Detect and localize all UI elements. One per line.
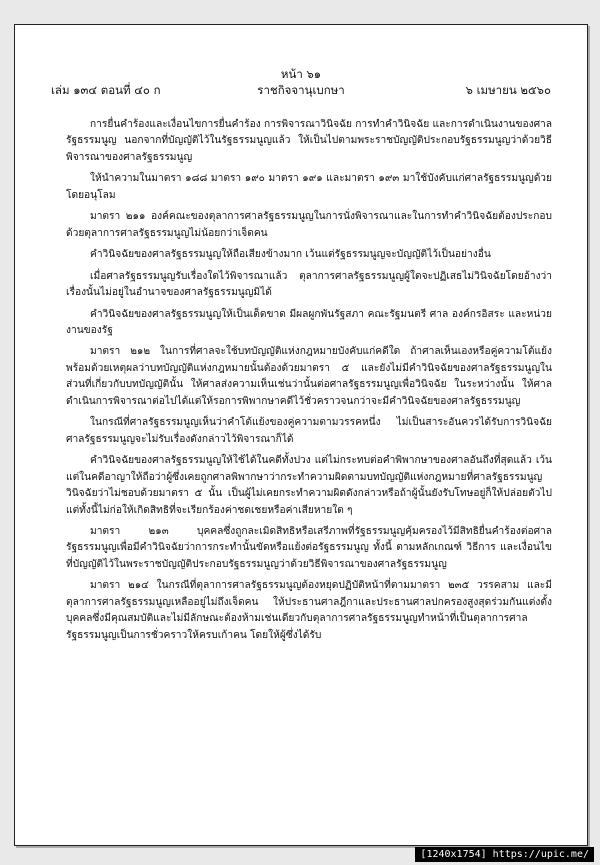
image-size-watermark: [1240x1754] https://upic.me/ bbox=[415, 847, 594, 862]
paragraph: คำวินิจฉัยของศาลรัฐธรรมนูญให้ใช้ได้ในคดีทั้งปวง แต่ไม่กระทบต่อคำพิพากษาของศาลอันถึงที่สุดแล้ว เว้นแต่ในคดีอาญาให้ถือว่าผู้ซึ่งเคยถูกศาลพิพากษาว่ากระทำความผิดตามบทบัญญัติแห่งกฎหมายที่ศาลรัฐธรรมนูญวินิจฉัยว่าไม่ชอบด้วยมาตรา ๕ นั้น เป็นผู้ไม่เคยกระทำความผิดดังกล่าวหรือถ้าผู้นั้นยังรับโทษอยู่ก็ให้ปล่อยตัวไป แต่ทั้งนี้ไม่ก่อให้เกิดสิทธิที่จะเรียกร้องค่าชดเชยหรือค่าเสียหายใด ๆ bbox=[66, 455, 552, 516]
paragraph: มาตรา ๒๑๒ ในการที่ศาลจะใช้บทบัญญัติแห่งกฎหมายบังคับแก่คดีใด ถ้าศาลเห็นเองหรือคู่ความโต้แย้งพร้อมด้วยเหตุผลว่าบทบัญญัติแห่งกฎหมายนั้นต้องด้วยมาตรา ๕ และยังไม่มีคำวินิจฉัยของศาลรัฐธรรมนูญในส่วนที่เกี่ยวกับบทบัญญัตินั้น ให้ศาลส่งความเห็นเช่นว่านั้นต่อศาลรัฐธรรมนูญเพื่อวินิจฉัย ในระหว่างนั้น ให้ศาลดำเนินการพิจารณาต่อไปได้แต่ให้รอการพิพากษาคดีไว้ชั่วคราวจนกว่าจะมีคำวินิจฉัยของศาลรัฐธรรมนูญ bbox=[66, 346, 552, 407]
paragraph: มาตรา ๒๑๑ องค์คณะของตุลาการศาลรัฐธรรมนูญในการนั่งพิจารณาและในการทำคำวินิจฉัยต้องประกอบด้วยตุลาการศาลรัฐธรรมนูญไม่น้อยกว่าเจ็ดคน bbox=[66, 211, 552, 239]
paragraph: มาตรา ๒๑๓ บุคคลซึ่งถูกละเมิดสิทธิหรือเสรีภาพที่รัฐธรรมนูญคุ้มครองไว้มีสิทธิยื่นคำร้องต่อศาลรัฐธรรมนูญเพื่อมีคำวินิจฉัยว่าการกระทำนั้นขัดหรือแย้งต่อรัฐธรรมนูญ ทั้งนี้ ตามหลักเกณฑ์ วิธีการ และเงื่อนไขที่บัญญัติไว้ในพระราชบัญญัติประกอบรัฐธรรมนูญว่าด้วยวิธีพิจารณาของศาลรัฐธรรมนูญ bbox=[66, 525, 552, 570]
gazette-title: ราชกิจจานุเบกษา bbox=[257, 83, 345, 97]
paragraph: คำวินิจฉัยของศาลรัฐธรรมนูญให้เป็นเด็ดขาด มีผลผูกพันรัฐสภา คณะรัฐมนตรี ศาล องค์กรอิสระ และหน่วยงานของรัฐ bbox=[66, 308, 552, 336]
paragraph: มาตรา ๒๑๔ ในกรณีที่ตุลาการศาลรัฐธรรมนูญต้องหยุดปฏิบัติหน้าที่ตามมาตรา ๒๓๕ วรรคสาม และมีตุลาการศาลรัฐธรรมนูญเหลืออยู่ไม่ถึงเจ็ดคน ให้ประธานศาลฎีกาและประธานศาลปกครองสูงสุดร่วมกันแต่งตั้งบุคคลซึ่งมีคุณสมบัติและไม่มีลักษณะต้องห้ามเช่นเดียวกับตุลาการศาลรัฐธรรมนูญทำหน้าที่เป็นตุลาการศาลรัฐธรรมนูญเป็นการชั่วคราวให้ครบเก้าคน โดยให้ผู้ซึ่งได้รับ bbox=[66, 580, 552, 641]
body-text bbox=[66, 117, 552, 649]
paragraph: ในกรณีที่ศาลรัฐธรรมนูญเห็นว่าคำโต้แย้งของคู่ความตามวรรคหนึ่ง ไม่เป็นสาระอันควรได้รับการวินิจฉัย ศาลรัฐธรรมนูญจะไม่รับเรื่องดังกล่าวไว้พิจารณาก็ได้ bbox=[66, 417, 552, 445]
paragraph: การยื่นคำร้องและเงื่อนไขการยื่นคำร้อง การพิจารณาวินิจฉัย การทำคำวินิจฉัย และการดำเนินงานของศาลรัฐธรรมนูญ นอกจากที่บัญญัติไว้ในรัฐธรรมนูญแล้ว ให้เป็นไปตามพระราชบัญญัติประกอบรัฐธรรมนูญว่าด้วยวิธีพิจารณาของศาลรัฐธรรมนูญ bbox=[66, 119, 552, 163]
paragraph: ให้นำความในมาตรา ๑๘๘ มาตรา ๑๙๐ มาตรา ๑๙๑ และมาตรา ๑๙๓ มาใช้บังคับแก่ศาลรัฐธรรมนูญด้วยโดยอนุโลม bbox=[66, 173, 552, 201]
volume-issue: เล่ม ๑๓๔ ตอนที่ ๔๐ ก bbox=[51, 83, 161, 97]
paragraph: คำวินิจฉัยของศาลรัฐธรรมนูญให้ถือเสียงข้างมาก เว้นแต่รัฐธรรมนูญจะบัญญัติไว้เป็นอย่างอื่น bbox=[90, 249, 491, 261]
paragraph: เมื่อศาลรัฐธรรมนูญรับเรื่องใดไว้พิจารณาแล้ว ตุลาการศาลรัฐธรรมนูญผู้ใดจะปฏิเสธไม่วินิจฉัยโดยอ้างว่าเรื่องนั้นไม่อยู่ในอำนาจของศาลรัฐธรรมนูญมิได้ bbox=[66, 270, 552, 299]
document-page bbox=[14, 24, 588, 846]
page-number: หน้า ๖๑ bbox=[280, 67, 322, 81]
publication-date: ๖ เมษายน ๒๕๖๐ bbox=[465, 83, 551, 97]
